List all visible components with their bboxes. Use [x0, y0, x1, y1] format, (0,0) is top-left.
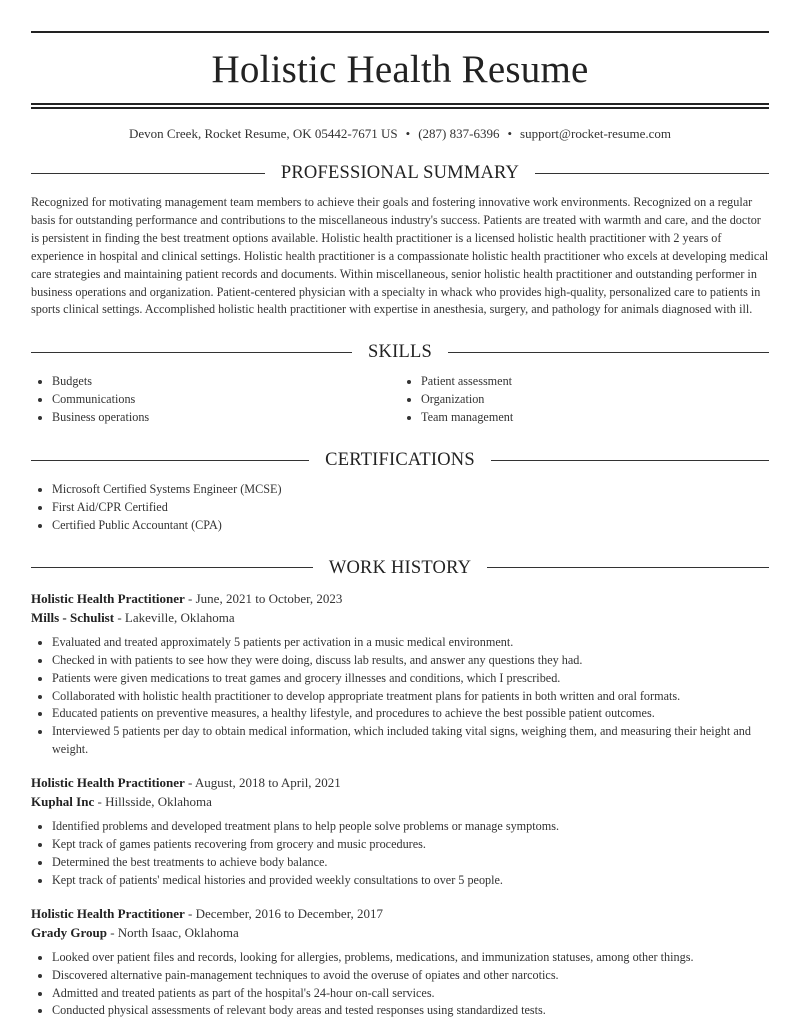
job-location: - North Isaac, Oklahoma: [106, 924, 239, 940]
contact-email: support@rocket-resume.com: [520, 126, 671, 141]
section-title: PROFESSIONAL SUMMARY: [280, 163, 520, 183]
contact-separator: •: [405, 126, 411, 141]
skills-column-right: [400, 373, 769, 427]
job-duty-item: • Discovered alternative pain-management techniques to avoid the overuse of opiates and other narcotics.: [52, 967, 769, 985]
contact-line: [31, 126, 769, 142]
summary-text: Recognized for motivating management team members to achieve their goals and fostering innovative work environments. Recognized on a regular basis for outstanding performance and contributions to the miscellaneous industry's success. Patients are treated with warmth and care, and the doctor is persistent in finding the best treatment options available. Holistic health practitioner is a licensed holistic health practitioner with 2 years of experience in hospital and clinical settings. Holistic health practitioner is a compassionate holistic health practitioner who excels at developing medical care strategies and maintaining patient records and documents. Within miscellaneous, senior holistic health practitioner and outstanding performer in business operations and organization. Patient-centered physician with a specialty in whack who provides high-quality, personalized care to patients in sports clinical settings. Accomplished holistic health practitioner with expertise in anesthesia, surgery, and pathology for animals diagnosed with ill.: [31, 195, 769, 317]
heading-rule: [448, 352, 769, 353]
job-company-line: [31, 792, 769, 811]
skill-item: • Patient assessment: [421, 373, 769, 391]
job-duty-item: • Checked in with patients to see how they were doing, discuss lab results, and answer any questions they had.: [52, 652, 769, 670]
certification-item: • First Aid/CPR Certified: [52, 499, 769, 517]
skill-item: • Team management: [421, 409, 769, 427]
section-heading-work-history: [31, 557, 769, 579]
job-company-line: [31, 923, 769, 942]
heading-rule: [487, 567, 769, 568]
job-duties: [31, 949, 769, 1021]
heading-rule: [31, 460, 309, 461]
job-company-line: [31, 608, 769, 627]
job-company: Grady Group: [31, 924, 107, 940]
job-title-line: [31, 904, 769, 923]
section-title: WORK HISTORY: [328, 557, 472, 578]
heading-rule: [535, 173, 769, 174]
job-entry: [31, 773, 769, 890]
heading-rule: [31, 352, 352, 353]
skills-column-left: [31, 373, 400, 427]
section-title: SKILLS: [368, 342, 432, 363]
job-company: Kuphal Inc: [31, 794, 95, 810]
contact-separator: •: [507, 126, 513, 141]
contact-address: Devon Creek, Rocket Resume, OK 05442-7671 US: [129, 126, 398, 141]
job-duty-item: • Kept track of patients' medical histories and provided weekly consultations to over 5 people.: [52, 872, 769, 890]
skill-item: • Organization: [421, 391, 769, 409]
skill-item: • Budgets: [52, 373, 400, 391]
section-heading-summary: [31, 162, 769, 184]
skill-item: • Communications: [52, 391, 400, 409]
job-duty-item: • Educated patients on preventive measures, a healthy lifestyle, and procedures to achieve the best possible patient outcomes.: [52, 705, 769, 723]
job-duty-item: • Identified problems and developed treatment plans to help people solve problems or manage symptoms.: [52, 818, 769, 836]
section-heading-certifications: [31, 449, 769, 471]
skill-item: • Business operations: [52, 409, 400, 427]
page-title: Holistic Health Resume: [211, 48, 589, 91]
job-duties: [31, 818, 769, 890]
job-duty-item: • Looked over patient files and records, looking for allergies, problems, medications, and immunization statuses, among other things.: [52, 949, 769, 967]
job-dates: - December, 2016 to December, 2017: [184, 905, 384, 921]
job-dates: - June, 2021 to October, 2023: [184, 590, 343, 606]
certification-item: • Microsoft Certified Systems Engineer (MCSE): [52, 481, 769, 499]
job-title: Holistic Health Practitioner: [31, 775, 185, 791]
job-duty-item: • Patients were given medications to treat games and grocery illnesses and conditions, which I prescribed.: [52, 670, 769, 688]
job-duties: [31, 634, 769, 759]
job-title: Holistic Health Practitioner: [31, 905, 185, 921]
job-duty-item: • Conducted physical assessments of relevant body areas and tested responses using standardized tests.: [52, 1002, 769, 1020]
skills-list: [31, 373, 769, 427]
job-location: - Hillsside, Oklahoma: [94, 794, 212, 810]
top-rule: [31, 31, 769, 33]
job-duty-item: • Determined the best treatments to achieve body balance.: [52, 854, 769, 872]
job-duty-item: • Collaborated with holistic health practitioner to develop appropriate treatment plans for patients in both written and oral formats.: [52, 688, 769, 706]
contact-phone: (287) 837-6396: [418, 126, 500, 141]
heading-rule: [31, 567, 313, 568]
title-double-rule: [31, 103, 769, 109]
job-entry: [31, 589, 769, 759]
job-title: Holistic Health Practitioner: [31, 590, 185, 606]
certification-item: • Certified Public Accountant (CPA): [52, 517, 769, 535]
job-company: Mills - Schulist: [31, 609, 115, 625]
job-location: - Lakeville, Oklahoma: [114, 609, 235, 625]
job-title-line: [31, 773, 769, 792]
job-duty-item: • Interviewed 5 patients per day to obtain medical information, which included taking vital signs, weighing them, and measuring their height and weight.: [52, 723, 769, 759]
job-duty-item: • Kept track of games patients recovering from grocery and music procedures.: [52, 836, 769, 854]
job-duty-item: • Evaluated and treated approximately 5 patients per activation in a music medical environment.: [52, 634, 769, 652]
resume-page: [31, 0, 769, 1020]
certifications-list: [31, 481, 769, 535]
job-duty-item: • Admitted and treated patients as part of the hospital's 24-hour on-call services.: [52, 985, 769, 1003]
job-dates: - August, 2018 to April, 2021: [184, 775, 341, 791]
heading-rule: [491, 460, 769, 461]
heading-rule: [31, 173, 265, 174]
section-heading-skills: [31, 341, 769, 363]
section-title: CERTIFICATIONS: [325, 450, 475, 471]
job-title-line: [31, 589, 769, 608]
job-entry: [31, 904, 769, 1021]
